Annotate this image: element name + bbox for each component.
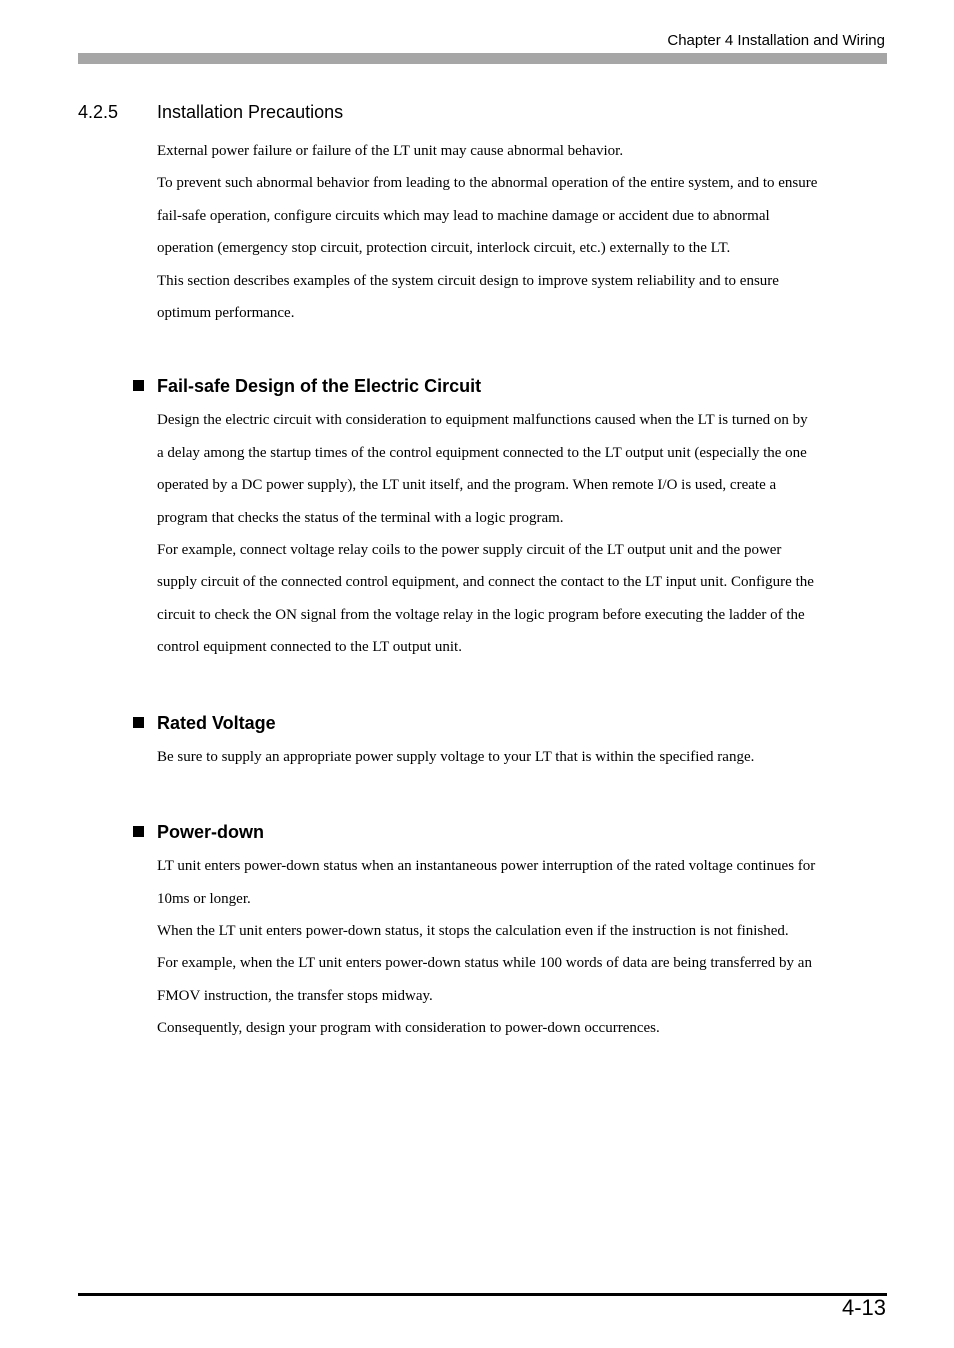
- section-intro: [157, 135, 897, 329]
- paragraph: [157, 1012, 897, 1044]
- section-heading: [78, 100, 343, 124]
- text-line: supply circuit of the connected control equipment, and connect the contact to the LT input unit. Configure the: [157, 574, 814, 591]
- text-line: LT unit enters power-down status when an instantaneous power interruption of the rated voltage continues for: [157, 858, 816, 875]
- subsection-fail-safe-design: [157, 374, 897, 663]
- section-title: Installation Precautions: [157, 102, 344, 122]
- square-bullet-icon: [133, 380, 144, 391]
- text-line: For example, connect voltage relay coils to the power supply circuit of the LT output unit and the power: [157, 542, 782, 559]
- text-line: For example, when the LT unit enters power-down status while 100 words of data are being transferred by an: [157, 955, 812, 972]
- subsection-heading: [157, 374, 897, 398]
- text-line: When the LT unit enters power-down status, it stops the calculation even if the instruction is not finished.: [157, 922, 789, 939]
- square-bullet-icon: [133, 826, 144, 837]
- text-line: This section describes examples of the system circuit design to improve system reliability and to ensure: [157, 272, 779, 289]
- subsection-title: Rated Voltage: [157, 712, 276, 733]
- page-number: 4-13: [841, 1295, 886, 1320]
- text-line: a delay among the startup times of the control equipment connected to the LT output unit (especially the one: [157, 444, 807, 461]
- text-line: circuit to check the ON signal from the voltage relay in the logic program before executing the ladder of the: [157, 606, 805, 623]
- paragraph: [157, 741, 897, 773]
- text-line: External power failure or failure of the LT unit may cause abnormal behavior.: [157, 143, 624, 159]
- text-line: operated by a DC power supply), the LT unit itself, and the program. When remote I/O is used, create a: [157, 477, 777, 494]
- subsection-rated-voltage: [157, 711, 897, 773]
- text-line: To prevent such abnormal behavior from leading to the abnormal operation of the entire system, and to ensure: [157, 175, 818, 192]
- text-line: fail-safe operation, configure circuits which may lead to machine damage or accident due to abnormal: [157, 207, 770, 224]
- text-line: operation (emergency stop circuit, protection circuit, interlock circuit, etc.) externally to the LT.: [157, 240, 731, 257]
- text-line: optimum performance.: [157, 305, 295, 322]
- subsection-power-down: [157, 820, 897, 1044]
- chapter-header-title: Chapter 4 Installation and Wiring: [667, 32, 885, 49]
- section-number: 4.2.5: [78, 102, 119, 122]
- paragraph: [157, 167, 897, 264]
- subsection-heading: [157, 820, 897, 844]
- subsection-title: Fail-safe Design of the Electric Circuit: [157, 376, 482, 397]
- header-bar: [78, 53, 887, 64]
- subsection-title: Power-down: [157, 822, 264, 843]
- text-line: control equipment connected to the LT output unit.: [157, 639, 462, 656]
- square-bullet-icon: [133, 717, 144, 728]
- text-line: program that checks the status of the terminal with a logic program.: [157, 509, 564, 526]
- text-line: Be sure to supply an appropriate power supply voltage to your LT that is within the specified range.: [157, 748, 755, 765]
- page-content: [157, 135, 897, 1045]
- paragraph: [157, 534, 897, 664]
- text-line: FMOV instruction, the transfer stops midway.: [157, 987, 433, 1004]
- text-line: Consequently, design your program with consideration to power-down occurrences.: [157, 1020, 660, 1037]
- paragraph: [157, 265, 897, 330]
- subsection-heading: [157, 711, 897, 735]
- paragraph: [157, 135, 897, 167]
- text-line: Design the electric circuit with consideration to equipment malfunctions caused when the LT is turned on by: [157, 412, 808, 429]
- paragraph: [157, 404, 897, 534]
- paragraph: [157, 850, 897, 915]
- paragraph: [157, 915, 897, 947]
- paragraph: [157, 947, 897, 1012]
- footer-rule: [78, 1293, 887, 1296]
- text-line: 10ms or longer.: [157, 890, 251, 907]
